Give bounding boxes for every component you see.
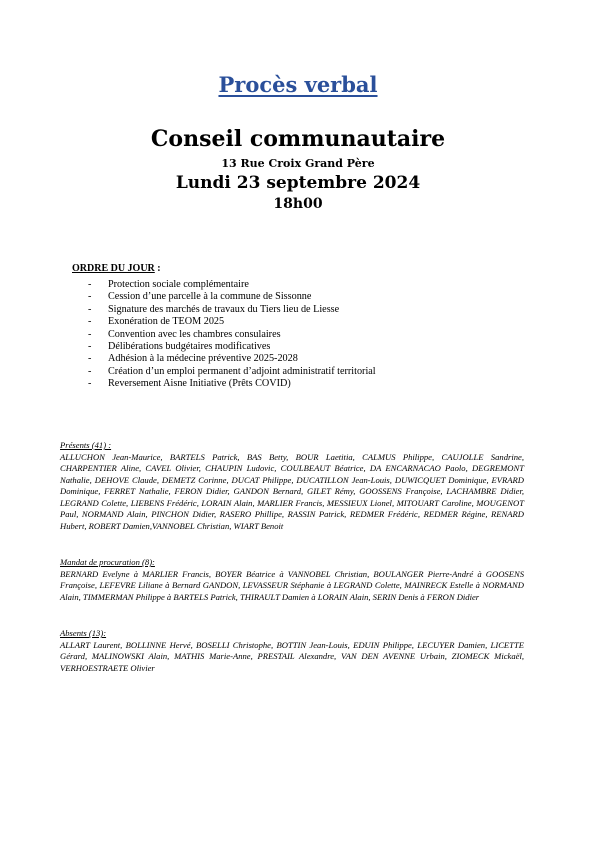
meeting-address: 13 Rue Croix Grand Père	[221, 157, 375, 170]
agenda-item	[88, 291, 376, 303]
agenda-item-text: Création d’un emploi permanent d’adjoint administratif territorial	[108, 365, 376, 377]
bullet-dash: -	[88, 316, 92, 328]
agenda-item	[88, 341, 376, 353]
council-heading: Conseil communautaire	[150, 126, 446, 152]
agenda-item	[88, 279, 376, 291]
agenda-item-text: Protection sociale complémentaire	[108, 279, 249, 290]
bullet-dash: -	[88, 378, 92, 390]
presents-section	[60, 440, 524, 532]
bullet-dash: -	[88, 353, 92, 365]
agenda-item-text: Convention avec les chambres consulaires	[108, 328, 281, 340]
agenda-item	[88, 329, 376, 341]
meeting-date: Lundi 23 septembre 2024	[175, 173, 421, 193]
absents-section	[60, 628, 524, 674]
agenda-list	[88, 279, 376, 391]
agenda-item	[88, 353, 376, 365]
proxy-heading: Mandat de procuration (8):	[60, 557, 155, 567]
agenda-item-text: Reversement Aisne Initiative (Prêts COVID)	[108, 378, 291, 390]
absents-heading: Absents (13):	[60, 628, 107, 638]
agenda-item-text: Adhésion à la médecine préventive 2025-2028	[108, 353, 298, 365]
agenda-heading-label: ORDRE DU JOUR	[72, 263, 155, 274]
bullet-dash: -	[88, 365, 92, 377]
bullet-dash: -	[88, 303, 92, 315]
agenda-item	[88, 366, 376, 378]
presents-list: ALLUCHON Jean-Maurice, BARTELS Patrick, BAS Betty, BOUR Laetitia, CALMUS Philippe, CAUJOLLE Sandrine, CHARPENTIER Aline, CAVEL Olivier, CHAUPIN Ludovic, COULBEAUT Béatrice, DA ENCARNACAO Paolo, DEGREMONT Nathalie, DEHOVE Claude, DEMETZ Corinne, DUCAT Philippe, DUCATILLON Jean-Louis, DUWICQUET Dominique, EVRARD Dominique, FERRET Nathalie, FERON Didier, GANDON Bernard, GILET Rémy, GOOSSENS Françoise, LACHAMBRE Didier, LEGRAND Colette, LIEBENS Frédéric, LORAIN Alain, MARLIER Francis, MESSIEUX Lionel, MITOUART Caroline, MOUGENOT Paul, NORMAND Alain, PINCHON Didier, RASERO Phillipe, RASSIN Patrick, REDMER Frédéric, REDMER Régine, RENARD Hubert, ROBERT Damien,VANNOBEL Christian, WIART Benoit	[60, 451, 524, 531]
agenda-item	[88, 316, 376, 328]
bullet-dash: -	[88, 341, 92, 353]
document-title: Procès verbal	[218, 72, 378, 97]
meeting-time: 18h00	[273, 196, 323, 212]
bullet-dash: -	[88, 279, 92, 290]
bullet-dash: -	[88, 291, 92, 303]
proxy-section	[60, 557, 524, 603]
agenda-item-text: Signature des marchés de travaux du Tiers lieu de Liesse	[108, 303, 340, 315]
bullet-dash: -	[88, 328, 92, 340]
agenda-item-text: Exonération de TEOM 2025	[108, 316, 225, 328]
agenda-item-text: Cession d’une parcelle à la commune de Sissonne	[108, 291, 312, 303]
proxy-list: BERNARD Evelyne à MARLIER Francis, BOYER Béatrice à VANNOBEL Christian, BOULANGER Pierre-André à GOOSENS Françoise, LEFEVRE Liliane à Bernard GANDON, LEVASSEUR Stéphanie à LEGRAND Colette, MAINRECK Estelle à NORMAND Alain, TIMMERMAN Philippe à BARTELS Patrick, THIRAULT Damien à LORAIN Alain, SERIN Denis à FERON Didier	[60, 568, 524, 602]
agenda-heading-colon: :	[154, 263, 161, 274]
absents-list: ALLART Laurent, BOLLINNE Hervé, BOSELLI Christophe, BOTTIN Jean-Louis, EDUIN Philippe, LECUYER Damien, LICETTE Gérard, MALINOWSKI Alain, MATHIS Marie-Anne, PRESTAIL Alexandre, VAN DEN AVENNE Urbain, ZIOMECK Mickaël, VERHOESTRAETE Olivier	[60, 639, 524, 673]
agenda-heading	[72, 263, 161, 274]
agenda-item	[88, 304, 376, 316]
agenda-item	[88, 378, 376, 390]
presents-heading: Présents (41) :	[60, 440, 112, 450]
agenda-item-text: Délibérations budgétaires modificatives	[108, 341, 271, 353]
